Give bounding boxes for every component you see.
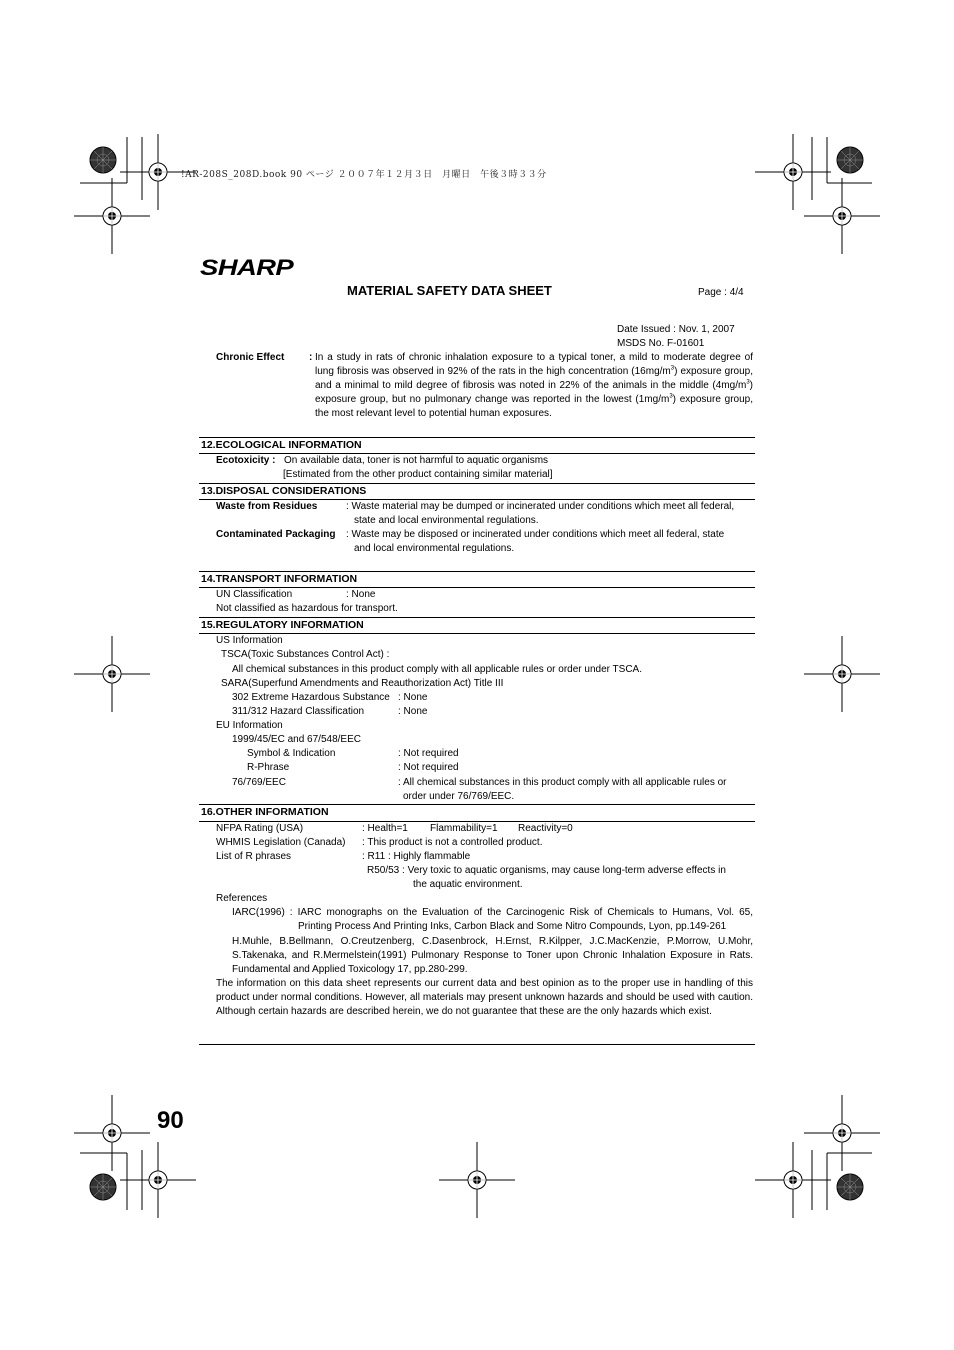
contaminated-packaging-line2: and local environmental regulations. bbox=[354, 543, 515, 554]
section-15-heading: 15.REGULATORY INFORMATION bbox=[201, 619, 364, 631]
directive-76-label: 76/769/EEC bbox=[232, 777, 286, 788]
r5053-line1: R50/53 : Very toxic to aquatic organisms, may cause long-term adverse effects in bbox=[367, 865, 726, 876]
nfpa-flammability: Flammability=1 bbox=[430, 823, 498, 834]
eu-directive: 1999/45/EC and 67/548/EEC bbox=[232, 734, 361, 745]
nfpa-label: NFPA Rating (USA) bbox=[216, 823, 304, 834]
section-rule bbox=[199, 1044, 755, 1045]
waste-residues-line1: : Waste material may be dumped or incinerated under conditions which meet all federal, bbox=[346, 501, 735, 512]
r-phrase-value: : Not required bbox=[398, 762, 459, 773]
whmis-label: WHMIS Legislation (Canada) bbox=[216, 837, 346, 848]
chronic-effect-label: Chronic Effect bbox=[216, 352, 285, 363]
sara-311-value: : None bbox=[398, 706, 428, 717]
contaminated-packaging-label: Contaminated Packaging bbox=[216, 529, 336, 540]
section-13-heading: 13.DISPOSAL CONSIDERATIONS bbox=[201, 485, 367, 497]
disclaimer: The information on this data sheet represents our current data and best opinion as to the proper use in handling of this product under normal conditions. However, all materials may present unknown hazards and should be used with caution. Although certain hazards are described herein, we do not guarantee that these are the only hazards which exist. bbox=[216, 978, 753, 1017]
nfpa-reactivity: Reactivity=0 bbox=[518, 823, 573, 834]
whmis-value: : This product is not a controlled product. bbox=[362, 837, 543, 848]
directive-76-line1: : All chemical substances in this product comply with all applicable rules or bbox=[398, 777, 727, 788]
tsca-text: All chemical substances in this product comply with all applicable rules or order under TSCA. bbox=[232, 664, 643, 675]
un-classification-value: : None bbox=[346, 589, 376, 600]
symbol-indication-value: : Not required bbox=[398, 748, 459, 759]
section-12-heading: 12.ECOLOGICAL INFORMATION bbox=[201, 439, 362, 451]
r-phrases-label: List of R phrases bbox=[216, 851, 292, 862]
chronic-effect-colon: : bbox=[309, 352, 313, 363]
ecotoxicity-line2: [Estimated from the other product containing similar material] bbox=[283, 469, 553, 480]
chronic-effect-text: In a study in rats of chronic inhalation exposure to a typical toner, a mild to moderate degree of lung fibrosis was observed in 92% of the rats in the high concentration $(16mg/m^3)$ exposure group, and a minimal to mild degree of fibrosis was noted in 22% of the animals in the middle $(4mg/m^3)$ exposure group, but no pulmonary change was reported in the lowest $(1mg/m^3)$ exposure group, the most relevant level to potential human exposures. bbox=[315, 352, 753, 419]
r-phrase-label: R-Phrase bbox=[247, 762, 290, 773]
us-information: US Information bbox=[216, 635, 283, 646]
un-classification-label: UN Classification bbox=[216, 589, 293, 600]
sara-302-label: 302 Extreme Hazardous Substance bbox=[232, 692, 390, 703]
muhle-reference: H.Muhle, B.Bellmann, O.Creutzenberg, C.Dasenbrock, H.Ernst, R.Kilpper, J.C.MacKenzie, P.Morrow, U.Mohr, S.Takenaka, and R.Mermelstein(1991) Pulmonary Response to Toner upon Chronic Inhalation Exposure in Rats. Fundamental and Applied Toxicology 17, pp.280-299. bbox=[232, 936, 753, 975]
waste-residues-label: Waste from Residues bbox=[216, 501, 318, 512]
sara-302-value: : None bbox=[398, 692, 428, 703]
section-16-heading: 16.OTHER INFORMATION bbox=[201, 806, 329, 818]
r11-value: : R11 : Highly flammable bbox=[362, 851, 471, 862]
nfpa-health: : Health=1 bbox=[362, 823, 408, 834]
transport-note: Not classified as hazardous for transport. bbox=[216, 603, 398, 614]
symbol-indication-label: Symbol & Indication bbox=[247, 748, 336, 759]
page-number: 90 bbox=[157, 1107, 184, 1134]
tsca-label: TSCA(Toxic Substances Control Act) : bbox=[221, 649, 390, 660]
ecotoxicity-label: Ecotoxicity : bbox=[216, 455, 276, 466]
iarc-reference-line1: IARC(1996) : IARC monographs on the Evaluation of the Carcinogenic Risk of Chemicals to Humans, Vol. 65, bbox=[232, 907, 753, 918]
eu-information: EU Information bbox=[216, 720, 283, 731]
document-title: MATERIAL SAFETY DATA SHEET bbox=[347, 283, 552, 298]
msds-number: MSDS No. F-01601 bbox=[617, 338, 705, 349]
section-14-heading: 14.TRANSPORT INFORMATION bbox=[201, 573, 358, 585]
r5053-line2: the aquatic environment. bbox=[413, 879, 523, 890]
sara-label: SARA(Superfund Amendments and Reauthorization Act) Title III bbox=[221, 678, 504, 689]
references-label: References bbox=[216, 893, 268, 904]
iarc-reference-line2: Printing Process And Printing Inks, Carbon Black and Some Nitro Compounds, Lyon, pp.149-261 bbox=[298, 921, 727, 932]
print-header: !AR-208S_208D.book 90 ページ ２００７年１２月３日 月曜日 午後３時３３分 bbox=[181, 170, 547, 180]
sara-311-label: 311/312 Hazard Classification bbox=[232, 706, 365, 717]
ecotoxicity-line1: On available data, toner is not harmful to aquatic organisms bbox=[284, 455, 549, 466]
directive-76-line2: order under 76/769/EEC. bbox=[403, 791, 515, 802]
contaminated-packaging-line1: : Waste may be disposed or incinerated under conditions which meet all federal, state bbox=[346, 529, 725, 540]
waste-residues-line2: state and local environmental regulations. bbox=[354, 515, 539, 526]
sharp-logo: SHARP bbox=[200, 255, 294, 280]
date-issued: Date Issued : Nov. 1, 2007 bbox=[617, 324, 735, 335]
page-label: Page : 4/4 bbox=[698, 287, 744, 298]
